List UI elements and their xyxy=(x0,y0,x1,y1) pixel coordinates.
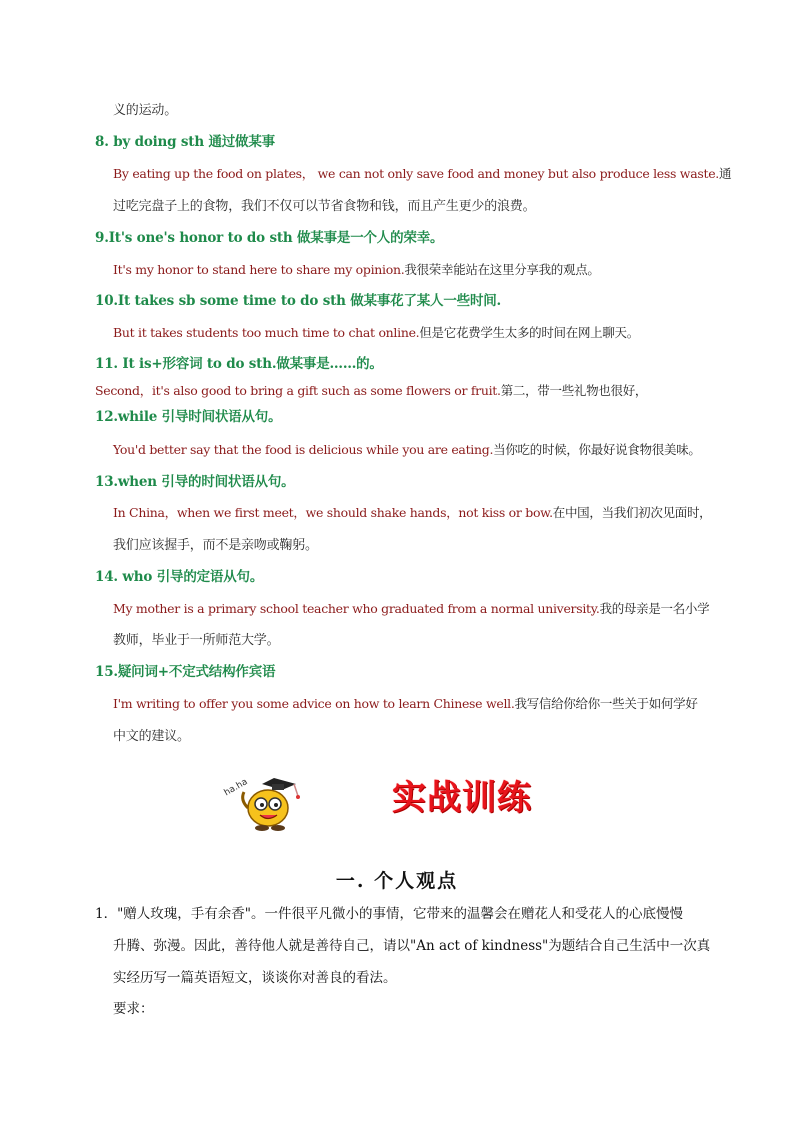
example-en: I'm writing to offer you some advice on how to learn Chinese well. xyxy=(113,696,515,711)
grammar-heading-14: 14. who 引导的定语从句。 xyxy=(95,569,264,585)
example-en: My mother is a primary school teacher who graduated from a normal university. xyxy=(113,601,600,616)
example-sentence xyxy=(113,168,731,181)
text-line: 义的运动。 xyxy=(113,103,178,118)
example-zh: 我写信给你给你一些关于如何学好 xyxy=(514,696,698,711)
example-en: In China，when we first meet，we should shake hands，not kiss or bow. xyxy=(113,505,553,520)
text-line: 我们应该握手，而不是亲吻或鞠躬。 xyxy=(113,538,318,553)
example-en: You'd better say that the food is delicious while you are eating. xyxy=(113,442,494,457)
section-title: 一. 个人观点 xyxy=(335,870,459,892)
question-line: 要求： xyxy=(113,1001,154,1017)
example-en: But it takes students too much time to chat online. xyxy=(113,325,420,340)
grammar-heading-9: 9.It's one's honor to do sth 做某事是一个人的荣幸。 xyxy=(95,230,444,246)
question-line: 1．"赠人玫瑰，手有余香"。一件很平凡微小的事情，它带来的温馨会在赠花人和受花人的心底慢慢 xyxy=(95,906,684,922)
example-en: It's my honor to stand here to share my opinion. xyxy=(113,262,405,277)
practice-banner: 实战训练 xyxy=(392,778,532,818)
example-zh: 在中国，当我们初次见面时， xyxy=(552,505,712,520)
cartoon-student-mascot-icon xyxy=(222,770,312,832)
text-line: 教师，毕业于一所师范大学。 xyxy=(113,633,280,648)
example-sentence xyxy=(113,327,639,340)
text-line: 过吃完盘子上的食物，我们不仅可以节省食物和钱，而且产生更少的浪费。 xyxy=(113,199,536,214)
grammar-heading-13: 13.when 引导的时间状语从句。 xyxy=(95,474,295,490)
example-sentence xyxy=(113,603,709,616)
example-sentence xyxy=(113,264,600,277)
grammar-heading-11: 11. It is+形容词 to do sth.做某事是……的。 xyxy=(95,356,383,372)
example-en: By eating up the food on plates， we can not only save food and money but also produce less waste. xyxy=(113,166,719,181)
example-zh: 但是它花费学生太多的时间在网上聊天。 xyxy=(419,325,639,340)
example-zh: 我很荣幸能站在这里分享我的观点。 xyxy=(404,262,600,277)
question-line: 升腾、弥漫。因此，善待他人就是善待自己，请以"An act of kindness"为题结合自己生活中一次真 xyxy=(113,938,711,954)
example-sentence xyxy=(113,444,701,457)
example-zh: 第二，带一些礼物也很好， xyxy=(500,383,648,398)
svg-text:ha.ha: ha.ha xyxy=(222,777,250,799)
grammar-heading-15: 15.疑问词+不定式结构作宾语 xyxy=(95,664,276,680)
example-zh: 通 xyxy=(718,166,732,181)
example-sentence xyxy=(113,698,698,711)
question-line: 实经历写一篇英语短文，谈谈你对善良的看法。 xyxy=(113,970,397,986)
example-sentence xyxy=(113,507,711,520)
example-en: Second，it's also good to bring a gift such as some flowers or fruit. xyxy=(95,383,501,398)
example-sentence xyxy=(95,385,647,398)
text-line: 中文的建议。 xyxy=(113,729,190,744)
grammar-heading-12: 12.while 引导时间状语从句。 xyxy=(95,409,282,425)
example-zh: 我的母亲是一名小学 xyxy=(599,601,710,616)
grammar-heading-8: 8. by doing sth 通过做某事 xyxy=(95,134,275,150)
example-zh: 当你吃的时候，你最好说食物很美味。 xyxy=(493,442,701,457)
grammar-heading-10: 10.It takes sb some time to do sth 做某事花了某人一些时间. xyxy=(95,293,502,309)
